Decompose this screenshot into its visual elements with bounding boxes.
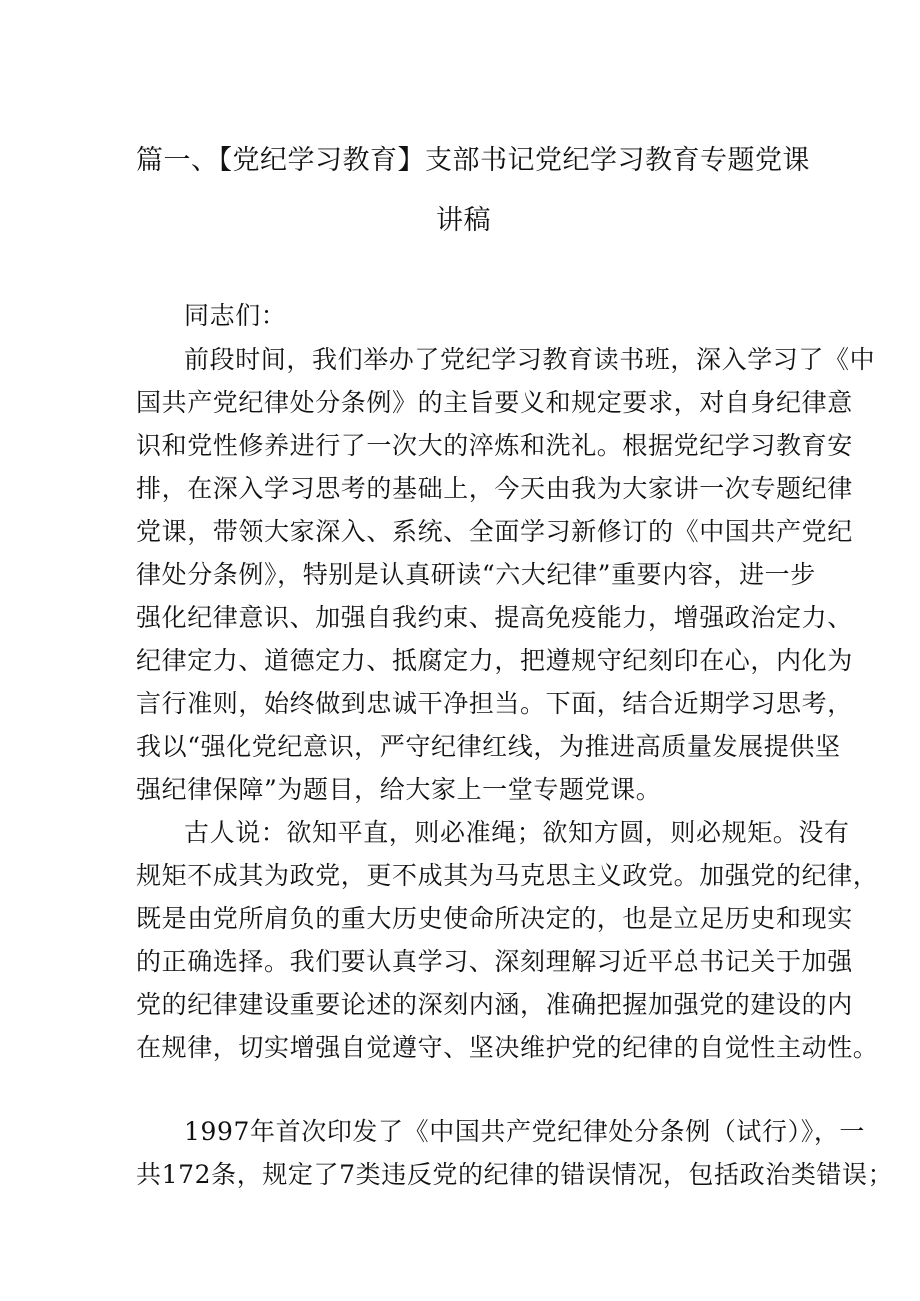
- body-line: 我以“强化党纪意识，严守纪律红线，为推进高质量发展提供坚: [136, 732, 841, 761]
- body-line: 言行准则，始终做到忠诚干净担当。下面，结合近期学习思考，: [136, 689, 853, 718]
- body-line: 强纪律保障”为题目，给大家上一堂专题党课。: [136, 775, 662, 804]
- body-line: 1997年首次印发了《中国共产党纪律处分条例（试行）》，一: [184, 1117, 866, 1146]
- body-line: 纪律定力、道德定力、抵腐定力，把遵规守纪刻印在心，内化为: [136, 646, 853, 675]
- body-line: 的正确选择。我们要认真学习、深刻理解习近平总书记关于加强: [136, 947, 853, 976]
- document-title-line-1: 篇一、【党纪学习教育】支部书记党纪学习教育专题党课: [136, 145, 810, 176]
- body-line: 古人说：欲知平直，则必准绳；欲知方圆，则必规矩。没有: [184, 818, 850, 847]
- body-line: 党课，带领大家深入、系统、全面学习新修订的《中国共产党纪: [136, 517, 853, 546]
- body-line: 规矩不成其为政党，更不成其为马克思主义政党。加强党的纪律，: [136, 861, 879, 890]
- body-line: 排，在深入学习思考的基础上，今天由我为大家讲一次专题纪律: [136, 474, 853, 503]
- body-line: 党的纪律建设重要论述的深刻内涵，准确把握加强党的建设的内: [136, 990, 853, 1019]
- salutation: 同志们：: [184, 301, 287, 330]
- body-line: 在规律，切实增强自觉遵守、坚决维护党的纪律的自觉性主动性。: [136, 1033, 879, 1062]
- body-line: 共172条，规定了7类违反党的纪律的错误情况，包括政治类错误；: [136, 1160, 894, 1189]
- body-line: 既是由党所肩负的重大历史使命所决定的，也是立足历史和现实: [136, 904, 853, 933]
- document-title-line-2: 讲稿: [436, 205, 491, 236]
- body-line: 国共产党纪律处分条例》的主旨要义和规定要求，对自身纪律意: [136, 388, 853, 417]
- body-line: 强化纪律意识、加强自我约束、提高免疫能力，增强政治定力、: [136, 603, 853, 632]
- body-line: 前段时间，我们举办了党纪学习教育读书班，深入学习了《中: [184, 345, 876, 374]
- body-line: 识和党性修养进行了一次大的淬炼和洗礼。根据党纪学习教育安: [136, 431, 853, 460]
- body-line: 律处分条例》，特别是认真研读“六大纪律”重要内容，进一步: [136, 560, 816, 589]
